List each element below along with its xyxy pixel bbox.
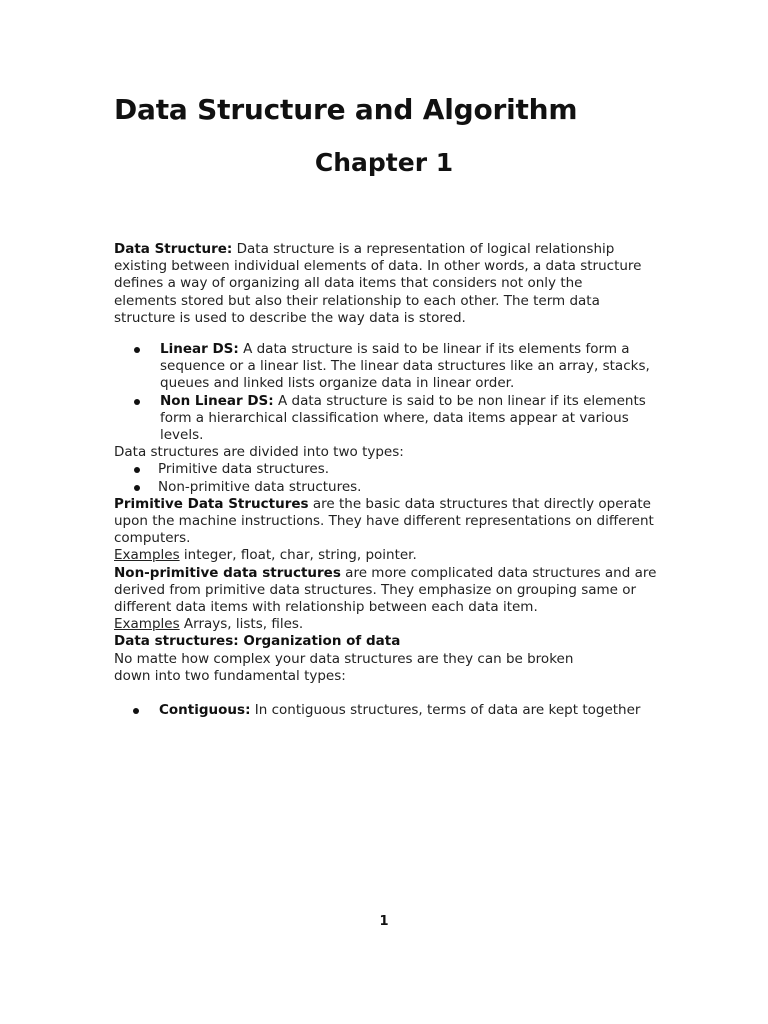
bullet-icon [133,708,139,714]
non-primitive-term: Non-primitive data structures [114,564,341,581]
examples-text: Arrays, lists, files. [179,616,304,633]
list-item-text: A data structure is said to be non linear if its elements form a hierarchical classification where, data items appear at various levels. [160,392,646,444]
list-item [160,341,650,393]
intro-paragraph [114,241,644,327]
list-item-text: Non-primitive data structures. [158,478,362,495]
bullet-icon [134,399,140,405]
list-item [159,702,679,719]
examples-text: integer, float, char, string, pointer. [179,547,417,564]
non-primitive-text: are more complicated data structures and are derived from primitive data structures. They emphasize on grouping same or different data items with relationship between each data item. [114,564,657,616]
list-item-text: In contiguous structures, terms of data are kept together [250,702,641,719]
non-primitive-paragraph [114,565,674,617]
list-item-text: Primitive data structures. [158,461,330,478]
primitive-paragraph [114,496,674,548]
bullet-icon [134,347,140,353]
primitive-examples [114,547,674,564]
list-item [158,461,674,478]
examples-label: Examples [114,547,180,564]
list-item-text: A data structure is said to be linear if its elements form a sequence or a linear list. The linear data structures like an array, stacks, queues and linked lists organize data in linear order. [160,341,650,392]
intro-term: Data Structure: [114,241,233,257]
examples-label: Examples [114,616,180,633]
bullet-icon [134,485,140,491]
non-primitive-examples [114,616,674,633]
ds-kinds-list [114,341,650,444]
list-item-term: Linear DS: [160,341,239,358]
primitive-text: are the basic data structures that directly operate upon the machine instructions. They have different representations on different computers. [114,495,654,547]
types-intro: Data structures are divided into two types: [114,444,404,461]
organization-list [114,702,679,719]
list-item [158,479,674,496]
list-item [160,393,650,445]
list-item-term: Contiguous: [159,702,251,719]
section-heading [114,633,674,650]
chapter-title: Chapter 1 [314,148,454,177]
bullet-icon [134,467,140,473]
intro-text: Data structure is a representation of logical relationship existing between individual elements of data. In other words, a data structure defines a way of organizing all data items that considers not only the elements stored but also their relationship to each other. The term data structure is used to describe the way data is stored. [114,241,642,326]
document-body [114,241,674,719]
section-heading-text: Data structures: Organization of data [114,633,401,650]
organization-paragraph: No matte how complex your data structures are they can be broken down into two fundamental types: [114,650,574,684]
list-item-term: Non Linear DS: [160,392,274,409]
document-title: Data Structure and Algorithm [114,93,578,126]
primitive-term: Primitive Data Structures [114,495,309,512]
page-number: 1 [379,914,389,929]
types-list [114,461,674,495]
